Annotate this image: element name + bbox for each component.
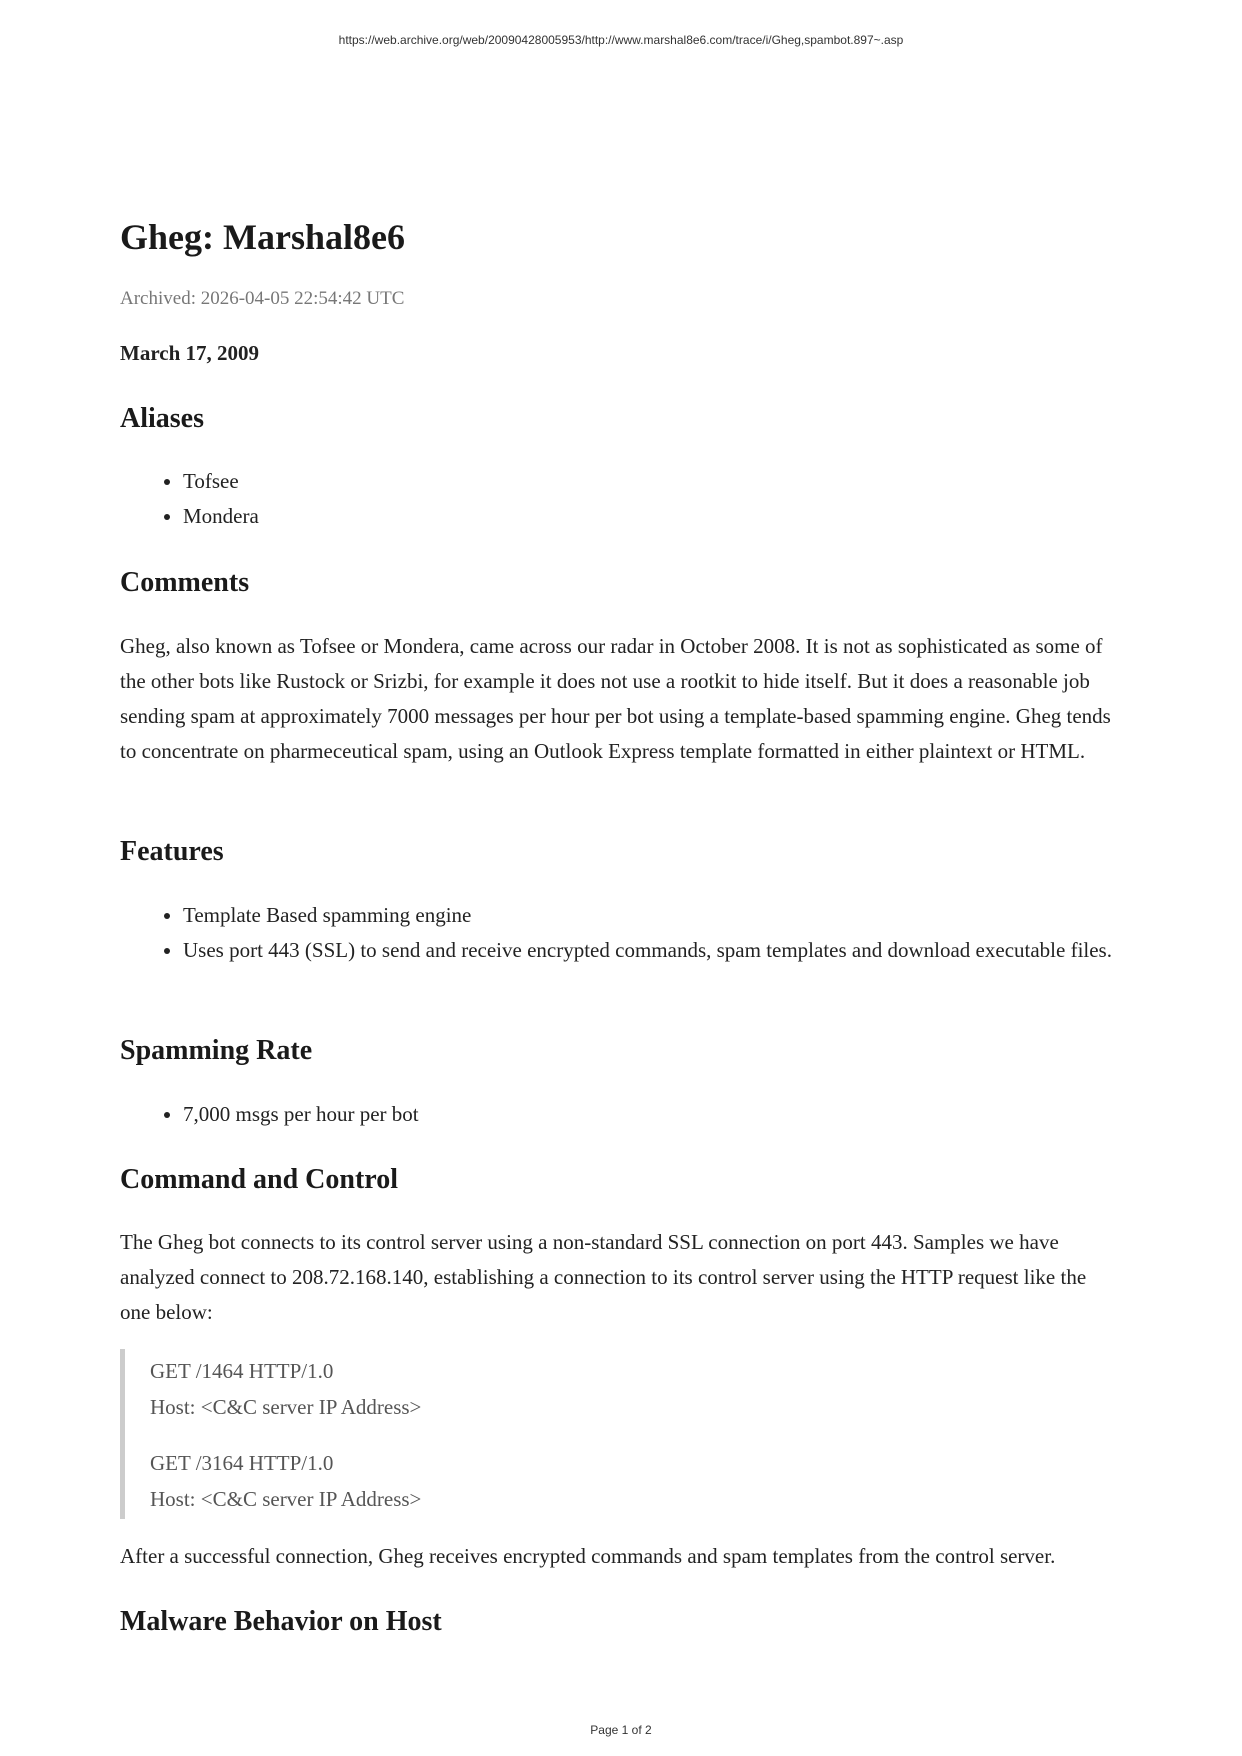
post-date: March 17, 2009 [120, 341, 260, 365]
comments-paragraph: Gheg, also known as Tofsee or Mondera, came across our radar in October 2008. It is not as sophisticated as some of the other bots like Rustock or Srizbi, for example it does not use a rootkit to hide itself. But it does a reasonable job sending spam at approximately 7000 messages per hour per bot using a template-based spamming engine. Gheg tends to concentrate on pharmeceutical spam, using an Outlook Express template formatted in either plaintext or HTML. [120, 634, 1111, 763]
request-line: GET /1464 HTTP/1.0 [150, 1359, 334, 1383]
list-item: • Template Based spamming engine [183, 898, 1183, 933]
list-item: • 7,000 msgs per hour per bot [183, 1097, 1183, 1132]
spamming-rate-heading: Spamming Rate [120, 1035, 313, 1066]
http-request-blockquote [120, 1349, 1100, 1519]
features-heading: Features [120, 836, 224, 867]
features-list [120, 898, 1183, 968]
request-line: GET /3164 HTTP/1.0 [150, 1451, 334, 1475]
page-number: Page 1 of 2 [590, 1723, 652, 1737]
request-host: Host: <C&C server IP Address> [150, 1395, 422, 1419]
source-url: https://web.archive.org/web/20090428005953/http://www.marshal8e6.com/trace/i/Gheg,spambot.897~.asp [338, 33, 904, 47]
list-item: • Uses port 443 (SSL) to send and receive encrypted commands, spam templates and download executable files. [183, 933, 1183, 968]
list-item: • Mondera [183, 499, 1183, 534]
cnc-after: After a successful connection, Gheg receives encrypted commands and spam templates from the control server. [120, 1544, 1056, 1568]
aliases-heading: Aliases [120, 403, 204, 434]
malware-behavior-heading: Malware Behavior on Host [120, 1606, 442, 1637]
aliases-list [120, 464, 1183, 534]
cnc-heading: Command and Control [120, 1164, 398, 1195]
request-host: Host: <C&C server IP Address> [150, 1487, 422, 1511]
list-item: • Tofsee [183, 464, 1183, 499]
page-title: Gheg: Marshal8e6 [120, 217, 405, 257]
cnc-intro: The Gheg bot connects to its control server using a non-standard SSL connection on port 443. Samples we have analyzed connect to 208.72.168.140, establishing a connection to its control server using the HTTP request like the one below: [120, 1230, 1087, 1324]
spamming-rate-list [120, 1097, 1183, 1132]
archived-timestamp: Archived: 2026-04-05 22:54:42 UTC [120, 288, 405, 309]
comments-heading: Comments [120, 567, 250, 598]
